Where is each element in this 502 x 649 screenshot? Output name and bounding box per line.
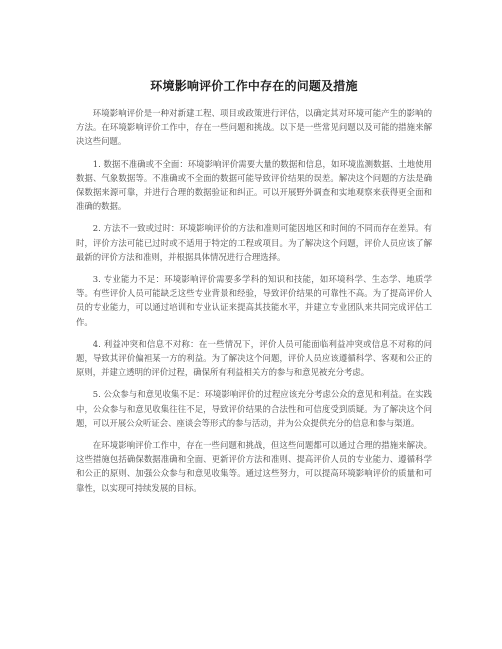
issue-data-paragraph: 1. 数据不准确或不全面：环境影响评价需要大量的数据和信息，如环境监测数据、土地使用数据、气象数据等。不准确或不全面的数据可能导致评价结果的误差。解决这个问题的方法是确保数据来源可靠，并进行合理的数据验证和纠正。可以开展野外调查和实地观察来获得更全面和准确的数据。 <box>76 158 432 212</box>
document-body <box>76 78 432 503</box>
issue-conflict-paragraph: 4. 利益冲突和信息不对称：在一些情况下，评价人员可能面临利益冲突或信息不对称的问题，导致其评价偏袒某一方的利益。为了解决这个问题，评价人员应该遵循科学、客观和公正的原则，并建立透明的评价过程，确保所有利益相关方的参与和意见被充分考虑。 <box>76 338 432 378</box>
issue-public-paragraph: 5. 公众参与和意见收集不足：环境影响评价的过程应该充分考虑公众的意见和利益。在实践中，公众参与和意见收集往往不足，导致评价结果的合法性和可信度受到质疑。为了解决这个问题，可以开展公众听证会、座谈会等形式的参与活动，并为公众提供充分的信息和参与渠道。 <box>76 389 432 428</box>
issue-method-paragraph: 2. 方法不一致或过时：环境影响评价的方法和准则可能因地区和时间的不同而存在差异。有时，评价方法可能已过时或不适用于特定的工程或项目。为了解决这个问题，评价人员应该了解最新的评价方法和准则，并根据具体情况进行合理选择。 <box>76 223 432 262</box>
intro-paragraph: 环境影响评价是一种对新建工程、项目或政策进行评估，以确定其对环境可能产生的影响的方法。在环境影响评价工作中，存在一些问题和挑战。以下是一些常见问题以及可能的措施来解决这些问题。 <box>76 108 432 147</box>
conclusion-paragraph: 在环境影响评价工作中，存在一些问题和挑战，但这些问题都可以通过合理的措施来解决。这些措施包括确保数据准确和全面、更新评价方法和准则、提高评价人员的专业能力、遵循科学和公正的原则、加强公众参与和意见收集等。通过这些努力，可以提高环境影响评价的质量和可靠性，以实现可持续发展的目标。 <box>76 440 432 493</box>
issue-expertise-paragraph: 3. 专业能力不足：环境影响评价需要多学科的知识和技能，如环境科学、生态学、地质学等。有些评价人员可能缺乏这些专业背景和经验，导致评价结果的可靠性不高。为了提高评价人员的专业能力，可以通过培训和专业认证来提高其技能水平，并建立专业团队来共同完成评估工作。 <box>76 274 432 327</box>
document-title: 环境影响评价工作中存在的问题及措施 <box>150 79 358 93</box>
